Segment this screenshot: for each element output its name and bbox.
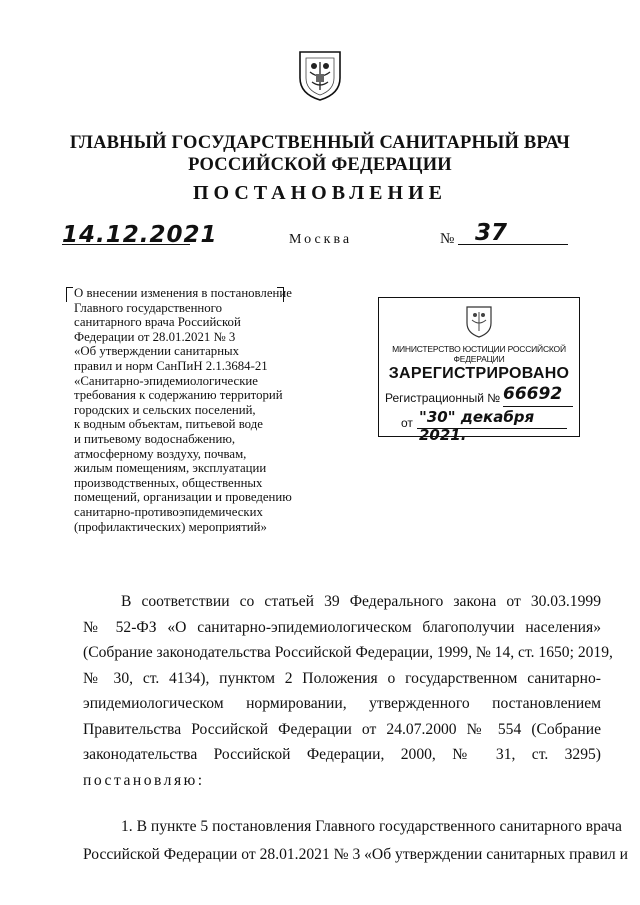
item-1-paragraph [83, 813, 628, 869]
subject-line: и питьевому водоснабжению, [74, 431, 236, 446]
preamble-line: законодательства Российской Федерации, 2000, № 31, ст. 3295) [83, 746, 601, 763]
resolve-word: постановляю: [83, 771, 205, 789]
preamble-line: эпидемиологическом нормировании, утвержденного постановлением [83, 695, 601, 712]
issuing-authority [0, 132, 640, 176]
subject-line: (профилактических) мероприятий» [74, 519, 267, 534]
date-underline [62, 244, 190, 245]
preamble-line: № 30, ст. 4134), пунктом 2 Положения о государственном санитарно- [83, 669, 601, 687]
subject-line: санитарного врача Российской [74, 315, 241, 330]
subject-line: жилым помещениям, эксплуатации [74, 461, 267, 476]
preamble-line: № 52-ФЗ «О санитарно-эпидемиологическом благополучии населения» [83, 618, 601, 636]
issuing-authority-line-1: ГЛАВНЫЙ ГОСУДАРСТВЕННЫЙ САНИТАРНЫЙ ВРАЧ [69, 133, 571, 153]
registration-stamp [378, 297, 580, 444]
stamp-ministry: МИНИСТЕРСТВО ЮСТИЦИИ РОССИЙСКОЙ ФЕДЕРАЦИИ [392, 344, 566, 364]
number-label: № [440, 231, 455, 247]
preamble-line: Правительства Российской Федерации от 24.07.2000 № 554 (Собрание [83, 720, 601, 738]
stamp-registered: ЗАРЕГИСТРИРОВАНО [388, 365, 570, 382]
document-type: ПОСТАНОВЛЕНИЕ [193, 182, 447, 204]
document-subject [66, 286, 306, 534]
subject-line: требования к содержанию территорий [74, 388, 283, 403]
number-underline [458, 244, 568, 245]
subject-line: производственных, общественных [74, 475, 263, 490]
document-date: 14.12.2021 [62, 222, 218, 248]
stamp-registration-underline [503, 406, 573, 407]
issuing-authority-line-2: РОССИЙСКОЙ ФЕДЕРАЦИИ [188, 155, 452, 175]
subject-line: О внесении изменения в постановление [74, 286, 292, 300]
subject-line: «Санитарно-эпидемиологические [74, 373, 258, 388]
item-line: 1. В пункте 5 постановления Главного государственного санитарного врача [121, 818, 622, 835]
stamp-from-label: от [401, 416, 413, 430]
stamp-registration-date: "30" декабря 2021. [419, 408, 535, 444]
subject-line: Главного государственного [74, 300, 223, 315]
preamble-paragraph [83, 589, 613, 793]
preamble-line: (Собрание законодательства Российской Федерации, 1999, № 14, ст. 1650; 2019, [83, 644, 613, 661]
subject-line: к водным объектам, питьевой воде [74, 417, 263, 432]
subject-line: Федерации от 28.01.2021 № 3 [74, 329, 236, 344]
stamp-date-underline [417, 428, 567, 429]
subject-line: городских и сельских поселений, [74, 402, 256, 417]
stamp-registration-number: 66692 [503, 384, 563, 404]
subject-line: помещений, организации и проведению [74, 490, 292, 505]
stamp-coat-of-arms-icon [461, 303, 497, 339]
subject-line: правил и норм СанПиН 2.1.3684-21 [74, 358, 268, 373]
coat-of-arms-icon [290, 44, 350, 102]
stamp-registration-label: Регистрационный № [385, 391, 501, 405]
subject-line: санитарно-противоэпидемических [74, 504, 263, 519]
item-line: Российской Федерации от 28.01.2021 № 3 «Об утверждении санитарных правил и [83, 846, 628, 863]
subject-line: атмосферному воздуху, почвам, [74, 446, 247, 461]
preamble-line: В соответствии со статьей 39 Федерального закона от 30.03.1999 [121, 593, 601, 610]
document-number: 37 [475, 220, 508, 246]
city: Москва [289, 232, 353, 247]
subject-line: «Об утверждении санитарных [74, 344, 240, 359]
